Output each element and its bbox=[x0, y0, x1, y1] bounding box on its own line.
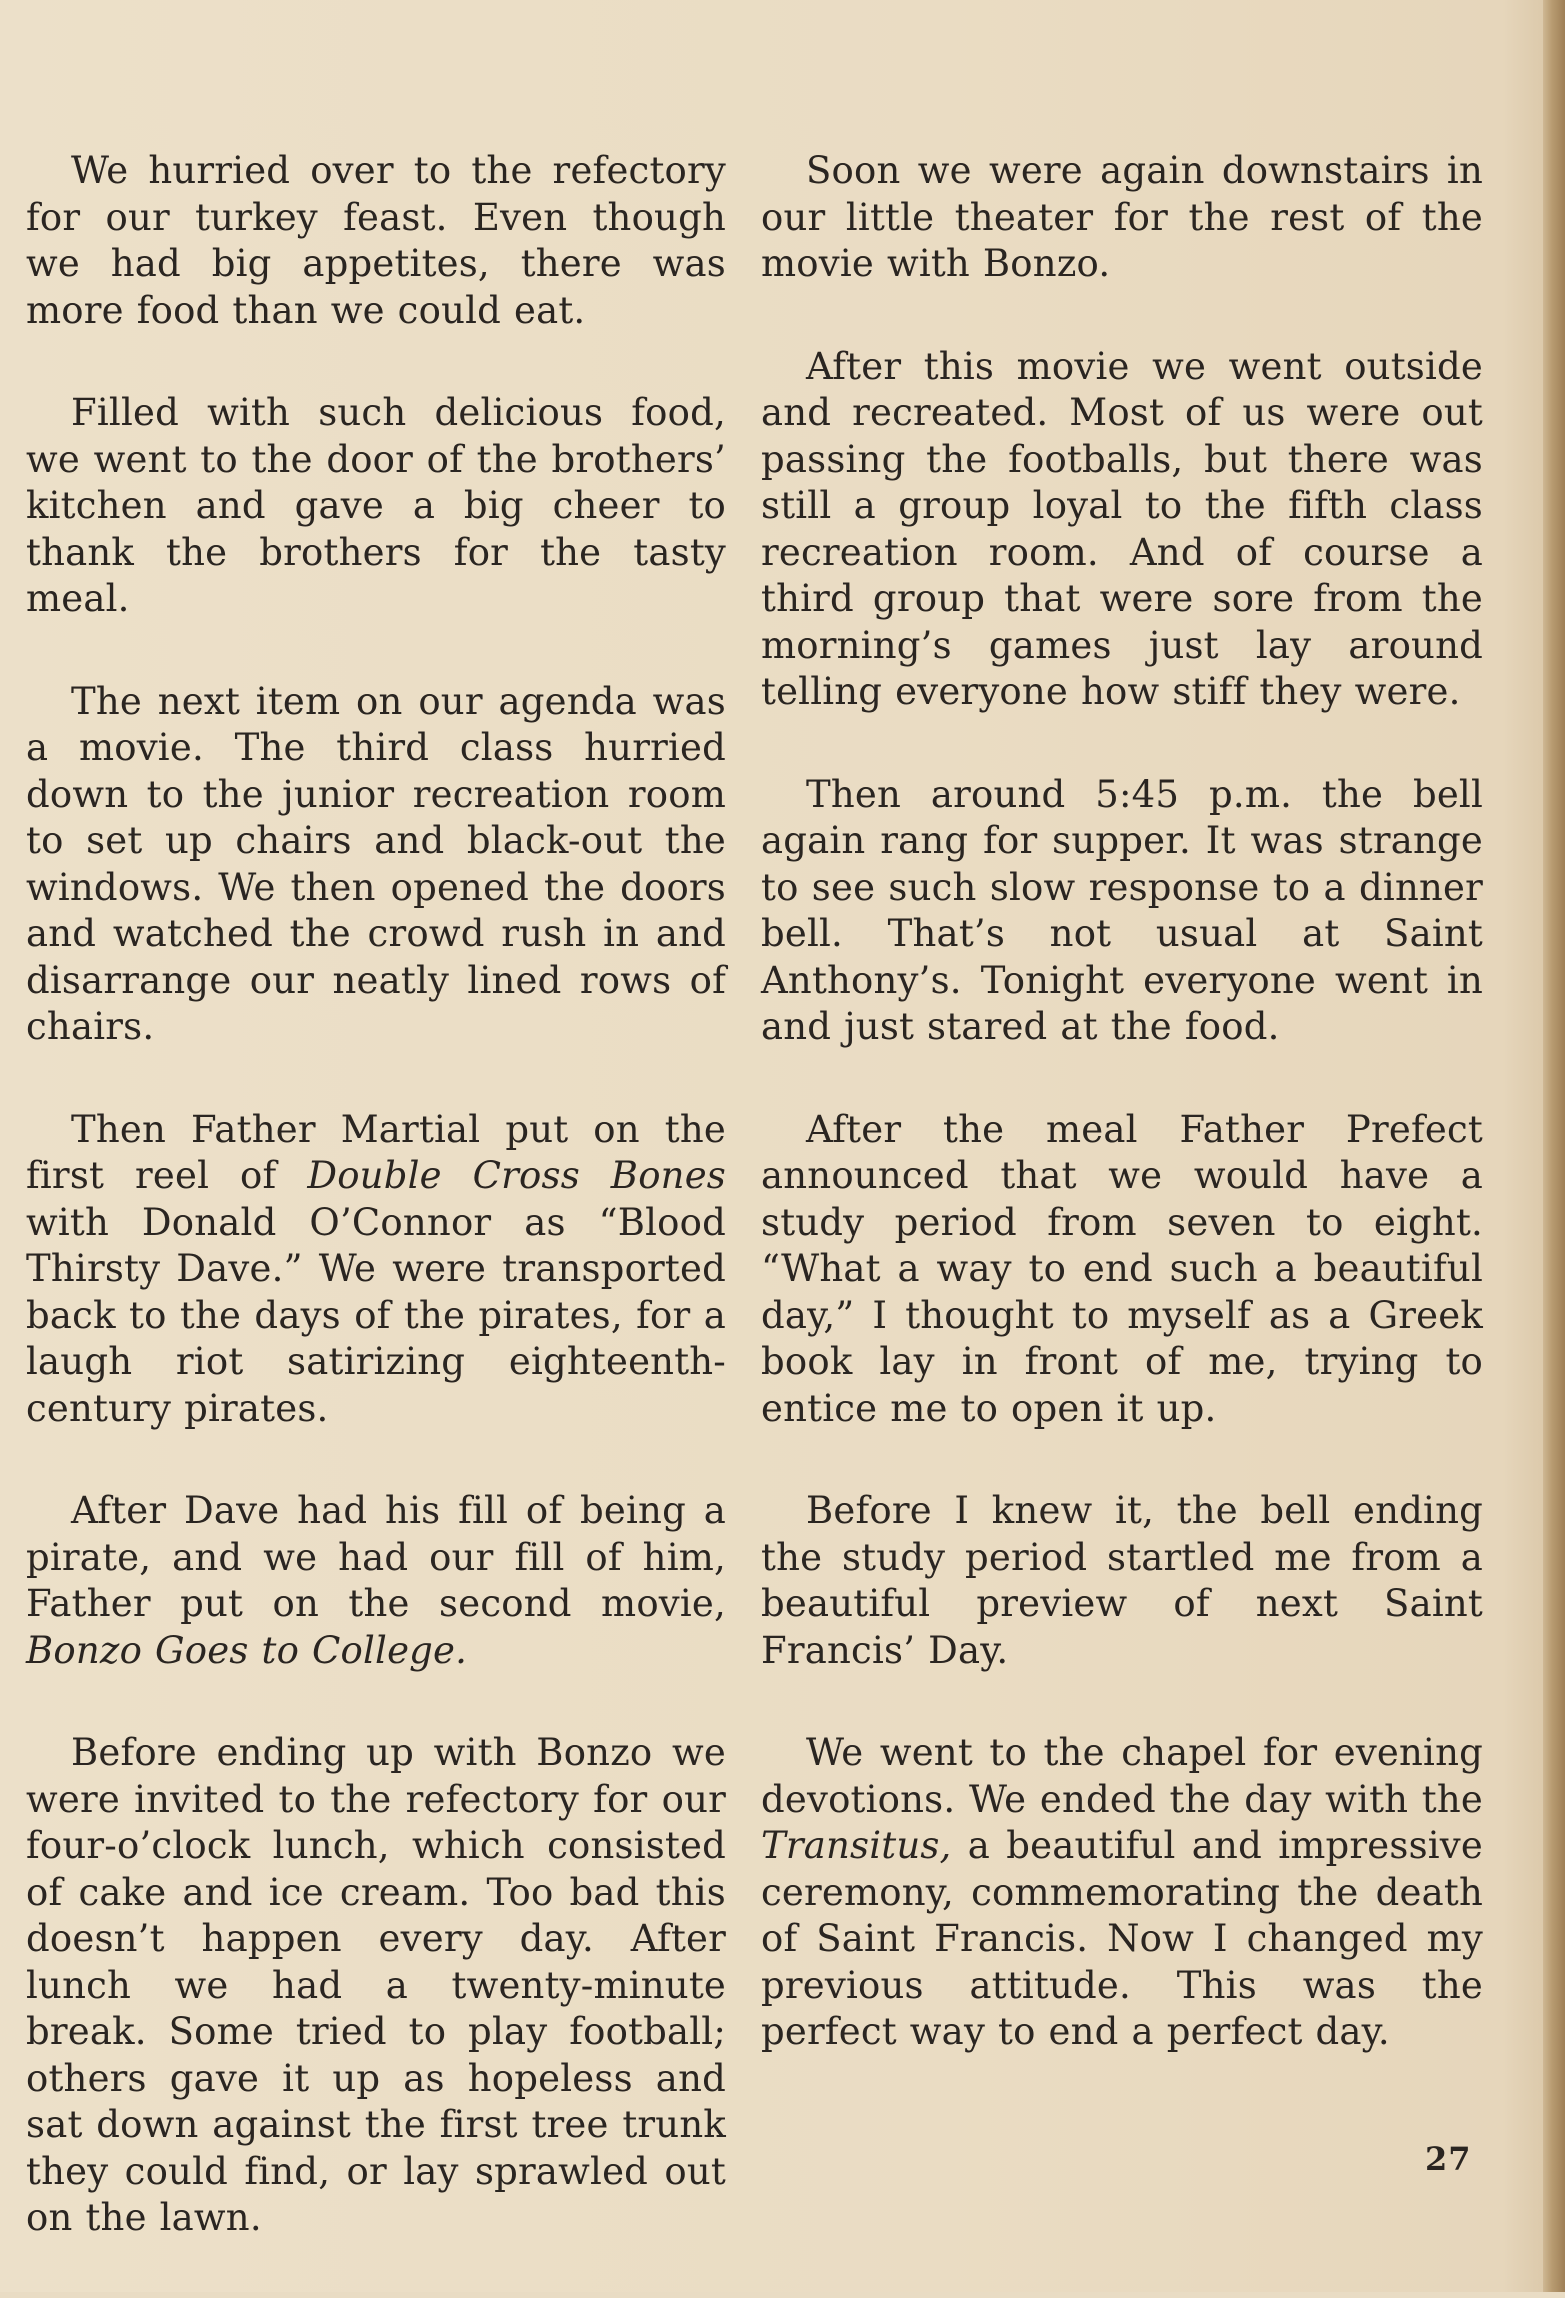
paragraph-recreation bbox=[761, 344, 1483, 716]
paragraph-text: with Donald O’Connor as “Blood Thirsty Dave.” We were transported back to the days of the pirates, for a laugh riot satirizing eighteenth-century pirates. bbox=[26, 1200, 726, 1430]
left-column bbox=[26, 148, 726, 2298]
page-edge-shadow bbox=[1543, 0, 1565, 2292]
paragraph-text: Before I knew it, the bell ending the study period startled me from a beautiful preview of next Saint Francis’ Day. bbox=[761, 1489, 1483, 1672]
paragraph-movie-setup bbox=[26, 679, 726, 1051]
paragraph-text: After this movie we went outside and recreated. Most of us were out passing the footballs, but there was still a group loyal to the fifth class recreation room. And of course a third group that were sore from the morning’s games just lay around telling everyone how stiff they were. bbox=[761, 344, 1483, 713]
paragraph-second-movie bbox=[26, 1488, 726, 1674]
paragraph-four-oclock-lunch bbox=[26, 1730, 726, 2242]
paragraph-text: The next item on our agenda was a movie. The third class hurried down to the junior recreation room to set up chairs and black-out the windows. We then opened the doors and watched the crowd rush in and disarrange our neatly lined rows of chairs. bbox=[26, 679, 726, 1048]
paragraph-text: We went to the chapel for evening devotions. We ended the day with the bbox=[761, 1731, 1483, 1821]
paragraph-text: Filled with such delicious food, we went to the door of the brothers’ kitchen and gave a big cheer to thank the brothers for the tasty meal. bbox=[26, 391, 726, 620]
paragraph-cheer-brothers bbox=[26, 390, 726, 623]
paragraph-text: Before ending up with Bonzo we were invited to the refectory for our four-o’clock lunch, which consisted of cake and ice cream. Too bad this doesn’t happen every day. After lunch we had a twenty-minute break. Some tried to play football; others gave it up as hopeless and sat down against the first tree trunk they could find, or lay sprawled out on the lawn. bbox=[26, 1731, 726, 2239]
paragraph-text: a beautiful and impressive ceremony, commemorating the death of Saint Francis. Now I changed my previous attitude. This was the perfect way to end a perfect day. bbox=[761, 1824, 1483, 2053]
paragraph-text: Soon we were again downstairs in our little theater for the rest of the movie with Bonzo. bbox=[761, 149, 1483, 285]
paragraph-text: Then Father Martial put on the first reel of bbox=[26, 1107, 726, 1197]
page-number: 27 bbox=[1425, 2140, 1472, 2178]
paragraph-text: Then around 5:45 p.m. the bell again rang for supper. It was strange to see such slow response to a dinner bell. That’s not usual at Saint Anthony’s. Tonight everyone went in and just stared at the food. bbox=[761, 772, 1483, 1048]
movie-title-double-cross-bones: Double Cross Bones bbox=[307, 1154, 726, 1197]
paragraph-supper-bell bbox=[761, 772, 1483, 1051]
paragraph-text: After the meal Father Prefect announced that we would have a study period from seven to eight. “What a way to end such a beautiful day,” I thought to myself as a Greek book lay in front of me, trying to entice me to open it up. bbox=[761, 1107, 1483, 1430]
paragraph-text: After Dave had his fill of being a pirate, and we had our fill of him, Father put on the second movie, bbox=[26, 1489, 726, 1625]
movie-title-bonzo-goes-to-college: Bonzo Goes to College. bbox=[26, 1628, 468, 1672]
paragraph-bell-ending bbox=[761, 1488, 1483, 1674]
paragraph-first-reel bbox=[26, 1107, 726, 1433]
paragraph-evening-devotions bbox=[761, 1730, 1483, 2056]
paragraph-little-theater bbox=[761, 148, 1483, 288]
ceremony-title-transitus: Transitus, bbox=[761, 1824, 952, 1867]
paragraph-study-period bbox=[761, 1107, 1483, 1433]
paragraph-text: We hurried over to the refectory for our turkey feast. Even though we had big appetites, there was more food than we could eat. bbox=[26, 149, 726, 332]
right-column bbox=[761, 148, 1483, 2112]
paragraph-refectory-feast bbox=[26, 148, 726, 334]
